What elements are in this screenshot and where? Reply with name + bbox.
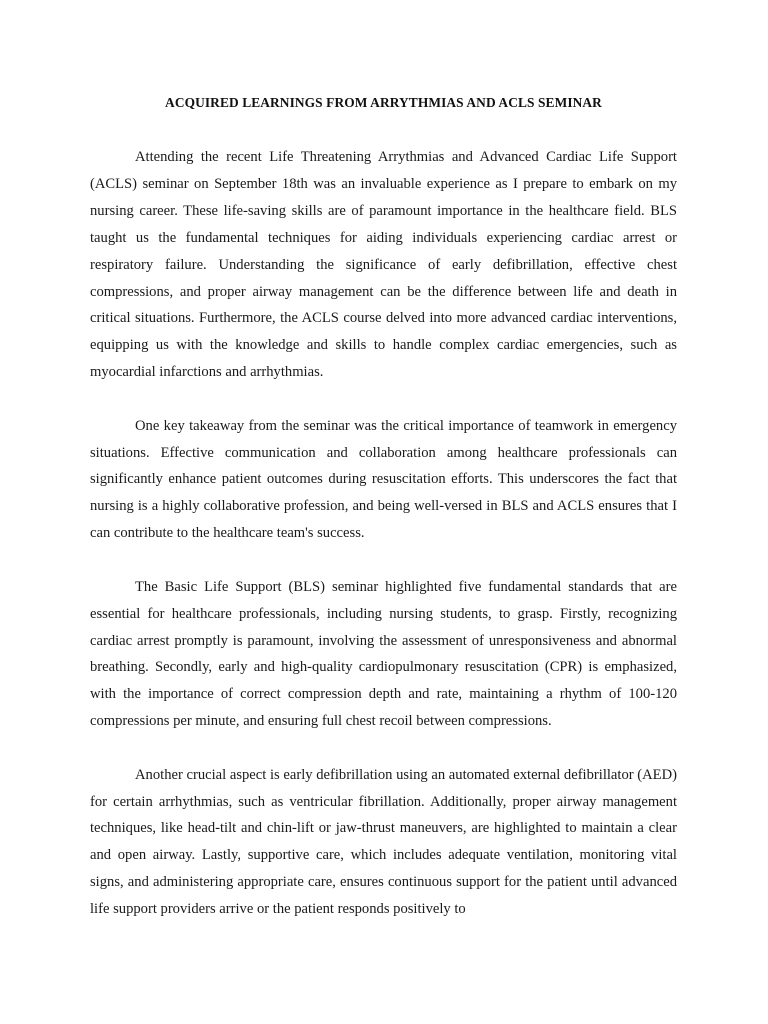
document-title: ACQUIRED LEARNINGS FROM ARRYTHMIAS AND ACLS SEMINAR	[165, 95, 602, 110]
paragraph-teamwork: One key takeaway from the seminar was the critical importance of teamwork in emergency situations. Effective communication and collaboration among healthcare professionals can significantly enhance patient outcomes during resuscitation efforts. This underscores the fact that nursing is a highly collaborative profession, and being well-versed in BLS and ACLS ensures that I can contribute to the healthcare team's success.	[90, 417, 677, 542]
document-body	[90, 93, 677, 950]
paragraph-acls-seminar-experience: Attending the recent Life Threatening Arrythmias and Advanced Cardiac Life Support (ACLS) seminar on September 18th was an invaluable experience as I prepare to embark on my nursing career. These life-saving skills are of paramount importance in the healthcare field. BLS taught us the fundamental techniques for aiding individuals experiencing cardiac arrest or respiratory failure. Understanding the significance of early defibrillation, effective chest compressions, and proper airway management can be the difference between life and death in critical situations. Furthermore, the ACLS course delved into more advanced cardiac interventions, equipping us with the knowledge and skills to handle complex cardiac emergencies, such as myocardial infarctions and arrhythmias.	[90, 149, 677, 381]
paragraph-defibrillation-airway: Another crucial aspect is early defibrillation using an automated external defibrillator (AED) for certain arrhythmias, such as ventricular fibrillation. Additionally, proper airway management techniques, like head-tilt and chin-lift or jaw-thrust maneuvers, are highlighted to maintain a clear and open airway. Lastly, supportive care, which includes adequate ventilation, monitoring vital signs, and administering appropriate care, ensures continuous support for the patient until advanced life support providers arrive or the patient responds positively to	[90, 766, 677, 918]
paragraph-bls-standards: The Basic Life Support (BLS) seminar highlighted five fundamental standards that are essential for healthcare professionals, including nursing students, to grasp. Firstly, recognizing cardiac arrest promptly is paramount, involving the assessment of unresponsiveness and abnormal breathing. Secondly, early and high-quality cardiopulmonary resuscitation (CPR) is emphasized, with the importance of correct compression depth and rate, maintaining a rhythm of 100-120 compressions per minute, and ensuring full chest recoil between compressions.	[90, 578, 677, 730]
